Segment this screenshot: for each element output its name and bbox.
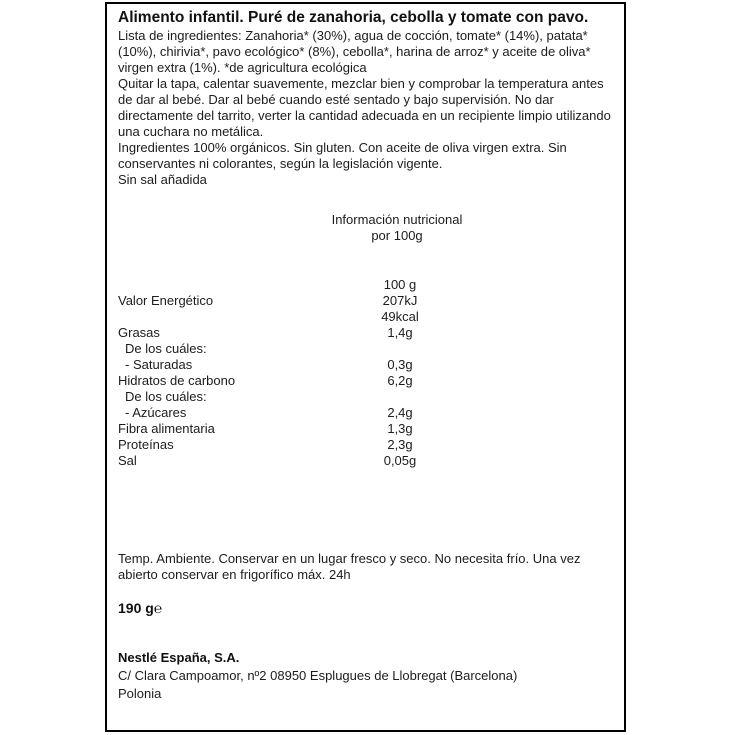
nutrient-label: Proteínas: [118, 437, 174, 452]
nutrient-value: 0,3g: [387, 357, 413, 372]
product-claims: Ingredientes 100% orgánicos. Sin gluten. Con aceite de oliva virgen extra. Sin conservantes ni colorantes, según la legislación vigente.: [118, 140, 567, 171]
nutrition-heading-line2: por 100g: [371, 228, 423, 243]
table-row: [118, 309, 612, 325]
table-row: [118, 453, 612, 469]
table-row: [118, 373, 612, 389]
nutrition-heading: [277, 212, 517, 244]
nutrient-label: Sal: [118, 453, 137, 468]
manufacturer-country: Polonia: [118, 686, 162, 701]
nutrient-label: Grasas: [118, 325, 160, 340]
table-row: [118, 421, 612, 437]
nutrient-label: De los cuáles:: [125, 389, 207, 404]
nutrition-column-header: 100 g: [383, 277, 417, 292]
nutrient-value: 6,2g: [387, 373, 413, 388]
nutrient-value: 2,4g: [387, 405, 413, 420]
manufacturer-info: [118, 649, 612, 703]
table-row: [118, 357, 612, 373]
nutrient-label: - Saturadas: [125, 357, 193, 372]
manufacturer-name: Nestlé España, S.A.: [118, 650, 240, 665]
table-row: [118, 341, 612, 357]
table-row: [118, 405, 612, 421]
nutrition-column-header-row: [118, 277, 612, 293]
nutrient-label: Fibra alimentaria: [118, 421, 215, 436]
nutrient-value: 207kJ: [382, 293, 418, 308]
net-weight-value: 190 g: [118, 600, 154, 616]
storage-instructions: Temp. Ambiente. Conservar en un lugar fresco y seco. No necesita frío. Una vez abierto conservar en frigorífico máx. 24h: [118, 551, 581, 582]
estimated-sign: ℮: [153, 600, 163, 616]
manufacturer-address: C/ Clara Campoamor, nº2 08950 Esplugues de Llobregat (Barcelona): [118, 668, 518, 683]
nutrient-value: 1,3g: [387, 421, 413, 436]
nutrient-value: 1,4g: [387, 325, 413, 340]
nutrient-label: - Azúcares: [125, 405, 187, 420]
nutrient-label: Hidratos de carbono: [118, 373, 236, 388]
product-label: [105, 2, 626, 732]
product-title: Alimento infantil. Puré de zanahoria, cebolla y tomate con pavo.: [118, 9, 589, 26]
table-row: [118, 325, 612, 341]
nutrient-value: 0,05g: [383, 453, 417, 468]
nutrient-value: 49kcal: [381, 309, 419, 324]
ingredients-text: Lista de ingredientes: Zanahoria* (30%), agua de cocción, tomate* (14%), patata* (10%), chirivia*, pavo ecológico* (8%), cebolla*, harina de arroz* y aceite de oliva* virgen extra (1%). *de agricultura ecológica: [118, 28, 591, 75]
table-row: [118, 293, 612, 309]
table-row: [118, 389, 612, 405]
net-weight: [118, 600, 612, 616]
nutrient-value: 2,3g: [387, 437, 413, 452]
no-added-salt-text: Sin sal añadida: [118, 172, 207, 187]
nutrient-label: De los cuáles:: [125, 341, 207, 356]
preparation-instructions: Quitar la tapa, calentar suavemente, mezclar bien y comprobar la temperatura antes de dar al bebé. Dar al bebé cuando esté sentado y bajo supervisión. No dar directamente del tarrito, verter la cantidad adecuada en un recipiente limpio utilizando una cuchara no metálica.: [118, 76, 611, 139]
table-row: [118, 437, 612, 453]
nutrition-table: [118, 277, 612, 469]
nutrient-label: Valor Energético: [118, 293, 214, 308]
nutrition-heading-line1: Información nutricional: [331, 212, 463, 227]
